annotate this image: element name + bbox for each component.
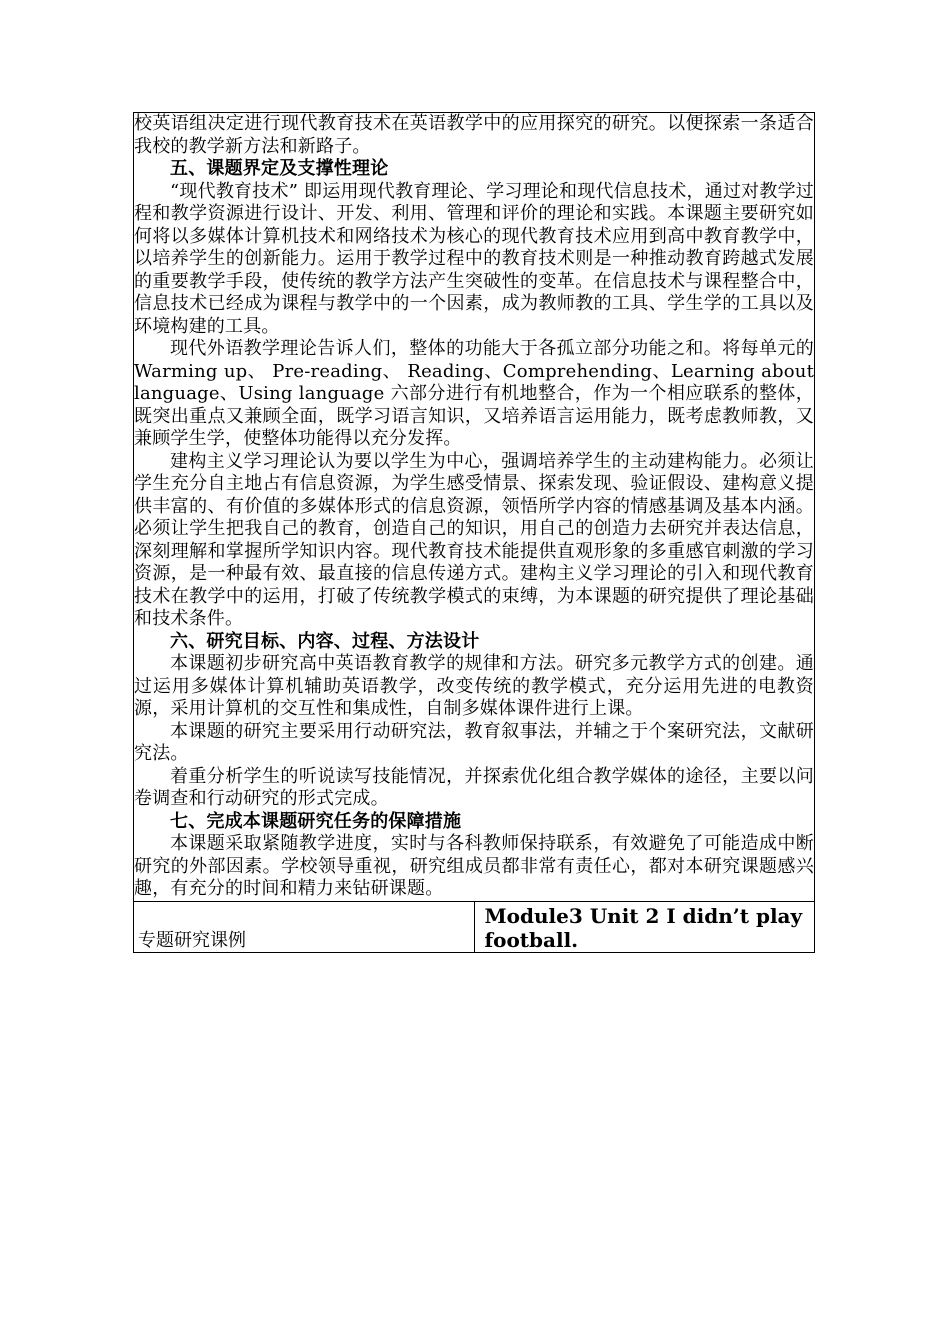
content-cell <box>134 113 815 902</box>
paragraph: 本课题的研究主要采用行动研究法，教育叙事法，并辅之于个案研究法，文献研究法。 <box>134 720 814 764</box>
lesson-title: Module3 Unit 2 I didn’t play football. <box>474 901 815 952</box>
paragraph: 着重分析学生的听说读写技能情况，并探索优化组合教学媒体的途径，主要以问卷调查和行动研究的形式完成。 <box>134 765 814 809</box>
section-heading-5: 五、课题界定及支撑性理论 <box>170 158 389 179</box>
paragraph: 校英语组决定进行现代教育技术在英语教学中的应用探究的研究。以便探索一条适合我校的教学新方法和新路子。 <box>134 113 814 157</box>
paragraph: 建构主义学习理论认为要以学生为中心，强调培养学生的主动建构能力。必须让学生充分自主地占有信息资源，为学生感受情景、探索发现、验证假设、建构意义提供丰富的、有价值的多媒体形式的信息资源，领悟所学内容的情感基调及基本内涵。必须让学生把我自己的教育，创造自己的知识，用自己的创造力去研究并表达信息，深刻理解和掌握所学知识内容。现代教育技术能提供直观形象的多重感官刺激的学习资源，是一种最有效、最直接的信息传递方式。建构主义学习理论的引入和现代教育技术在教学中的运用，打破了传统教学模式的束缚，为本课题的研究提供了理论基础和技术条件。 <box>134 450 814 629</box>
footer-row <box>134 901 815 952</box>
paragraph: 本课题初步研究高中英语教育教学的规律和方法。研究多元教学方式的创建。通过运用多媒体计算机辅助英语教学，改变传统的教学模式，充分运用先进的电教资源，采用计算机的交互性和集成性，自制多媒体课件进行上课。 <box>134 653 814 719</box>
document-table <box>133 112 815 953</box>
row-label: 专题研究课例 <box>134 901 475 952</box>
section-heading-7: 七、完成本课题研究任务的保障措施 <box>170 810 462 832</box>
paragraph: “现代教育技术” 即运用现代教育理论、学习理论和现代信息技术，通过对教学过程和教学资源进行设计、开发、利用、管理和评价的理论和实践。本课题主要研究如何将以多媒体计算机技术和网络技术为核心的现代教育技术应用到高中教育教学中，以培养学生的创新能力。运用于教学过程中的教育技术则是一种推动教育跨越式发展的重要教学手段，使传统的教学方法产生突破性的变革。在信息技术与课程整合中，信息技术已经成为课程与教学中的一个因素，成为教师教的工具、学生学的工具以及环境构建的工具。 <box>134 180 814 337</box>
paragraph: 现代外语教学理论告诉人们，整体的功能大于各孤立部分功能之和。将每单元的 Warming up、 Pre-reading、 Reading、Comprehending、Learning about language、Using language 六部分进行有机地整合，作为一个相应联系的整体，既突出重点又兼顾全面，既学习语言知识，又培养语言运用能力，既考虑教师教，又兼顾学生学，使整体功能得以充分发挥。 <box>134 338 814 449</box>
content-row <box>134 113 815 902</box>
paragraph: 本课题采取紧随教学进度，实时与各科教师保持联系，有效避免了可能造成中断研究的外部因素。学校领导重视，研究组成员都非常有责任心，都对本研究课题感兴趣，有充分的时间和精力来钻研课题。 <box>134 833 814 899</box>
section-heading-6: 六、研究目标、内容、过程、方法设计 <box>170 630 480 652</box>
